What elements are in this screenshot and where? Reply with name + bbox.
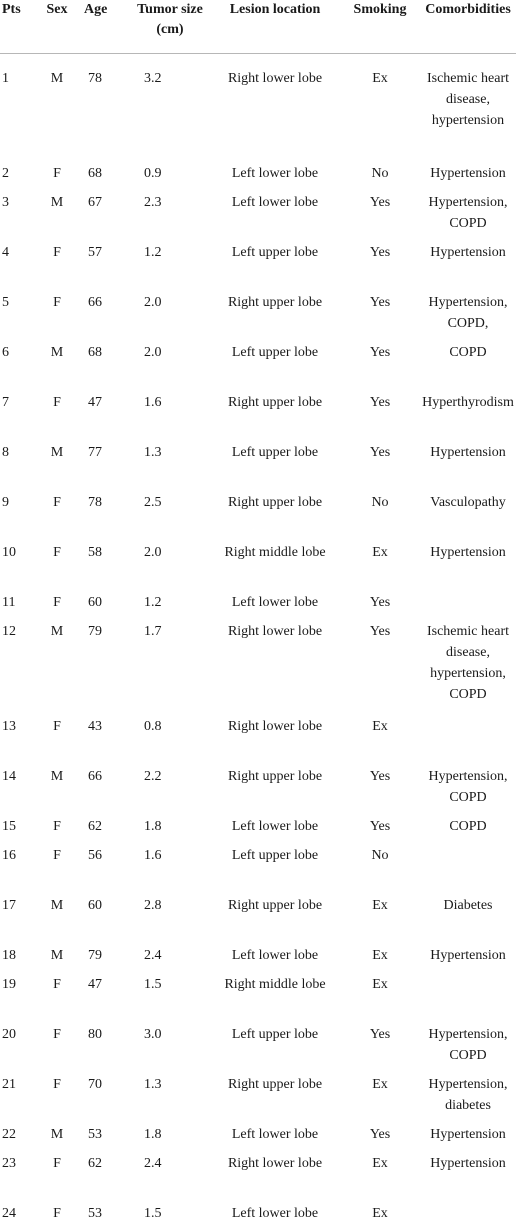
table-row bbox=[0, 845, 516, 895]
cell-smoking: Ex bbox=[340, 1074, 420, 1124]
cell-lesion-location: Right lower lobe bbox=[210, 54, 340, 164]
cell-age: 79 bbox=[82, 945, 130, 974]
cell-sex: F bbox=[32, 716, 82, 766]
cell-pts: 5 bbox=[0, 292, 32, 342]
cell-smoking: Ex bbox=[340, 974, 420, 1024]
table-row bbox=[0, 1124, 516, 1153]
table-row bbox=[0, 542, 516, 592]
cell-sex: F bbox=[32, 1074, 82, 1124]
cell-tumor-size: 2.0 bbox=[130, 342, 210, 392]
cell-comorbidities: Hypertension, diabetes bbox=[420, 1074, 516, 1124]
cell-smoking: Ex bbox=[340, 895, 420, 945]
table-row bbox=[0, 392, 516, 442]
cell-sex: F bbox=[32, 542, 82, 592]
cell-lesion-location: Left upper lobe bbox=[210, 342, 340, 392]
cell-comorbidities bbox=[420, 716, 516, 766]
cell-smoking: Yes bbox=[340, 1124, 420, 1153]
cell-age: 79 bbox=[82, 621, 130, 716]
cell-tumor-size: 1.3 bbox=[130, 442, 210, 492]
cell-lesion-location: Right lower lobe bbox=[210, 621, 340, 716]
table-row bbox=[0, 1024, 516, 1074]
table-row bbox=[0, 54, 516, 164]
cell-lesion-location: Left lower lobe bbox=[210, 1124, 340, 1153]
cell-comorbidities: Hypertension bbox=[420, 442, 516, 492]
cell-age: 43 bbox=[82, 716, 130, 766]
cell-lesion-location: Left lower lobe bbox=[210, 945, 340, 974]
cell-pts: 19 bbox=[0, 974, 32, 1024]
cell-lesion-location: Right middle lobe bbox=[210, 974, 340, 1024]
cell-age: 68 bbox=[82, 342, 130, 392]
cell-smoking: Ex bbox=[340, 54, 420, 164]
cell-age: 60 bbox=[82, 592, 130, 621]
cell-tumor-size: 1.5 bbox=[130, 974, 210, 1024]
cell-pts: 4 bbox=[0, 242, 32, 292]
cell-sex: F bbox=[32, 816, 82, 845]
cell-smoking: Yes bbox=[340, 592, 420, 621]
cell-lesion-location: Right upper lobe bbox=[210, 392, 340, 442]
cell-pts: 14 bbox=[0, 766, 32, 816]
cell-pts: 23 bbox=[0, 1153, 32, 1203]
cell-smoking: No bbox=[340, 163, 420, 192]
cell-comorbidities bbox=[420, 845, 516, 895]
cell-comorbidities: Hypertension, COPD bbox=[420, 1024, 516, 1074]
cell-comorbidities: Hypertension bbox=[420, 163, 516, 192]
cell-age: 53 bbox=[82, 1203, 130, 1232]
cell-sex: F bbox=[32, 163, 82, 192]
cell-comorbidities: Hypertension, COPD, bbox=[420, 292, 516, 342]
cell-comorbidities: Vasculopathy bbox=[420, 492, 516, 542]
cell-tumor-size: 0.9 bbox=[130, 163, 210, 192]
cell-sex: F bbox=[32, 1024, 82, 1074]
cell-comorbidities: COPD bbox=[420, 816, 516, 845]
cell-comorbidities: Hypertension, COPD bbox=[420, 192, 516, 242]
cell-age: 60 bbox=[82, 895, 130, 945]
cell-tumor-size: 1.3 bbox=[130, 1074, 210, 1124]
cell-lesion-location: Left upper lobe bbox=[210, 442, 340, 492]
table-row bbox=[0, 242, 516, 292]
table-header bbox=[0, 0, 516, 54]
cell-lesion-location: Right lower lobe bbox=[210, 716, 340, 766]
cell-sex: F bbox=[32, 845, 82, 895]
cell-comorbidities bbox=[420, 592, 516, 621]
header-smoking: Smoking bbox=[340, 0, 420, 54]
cell-age: 56 bbox=[82, 845, 130, 895]
cell-pts: 15 bbox=[0, 816, 32, 845]
cell-tumor-size: 2.2 bbox=[130, 766, 210, 816]
cell-age: 70 bbox=[82, 1074, 130, 1124]
cell-age: 80 bbox=[82, 1024, 130, 1074]
header-pts: Pts bbox=[0, 0, 32, 54]
cell-age: 67 bbox=[82, 192, 130, 242]
cell-tumor-size: 1.6 bbox=[130, 392, 210, 442]
cell-pts: 7 bbox=[0, 392, 32, 442]
cell-pts: 22 bbox=[0, 1124, 32, 1153]
cell-smoking: Ex bbox=[340, 1153, 420, 1203]
cell-smoking: No bbox=[340, 492, 420, 542]
cell-lesion-location: Left upper lobe bbox=[210, 845, 340, 895]
table-row bbox=[0, 621, 516, 716]
header-comorbidities: Comorbidities bbox=[420, 0, 516, 54]
cell-tumor-size: 1.2 bbox=[130, 242, 210, 292]
cell-sex: M bbox=[32, 895, 82, 945]
cell-comorbidities bbox=[420, 974, 516, 1024]
cell-pts: 20 bbox=[0, 1024, 32, 1074]
cell-pts: 10 bbox=[0, 542, 32, 592]
cell-comorbidities bbox=[420, 1203, 516, 1232]
cell-sex: M bbox=[32, 342, 82, 392]
cell-sex: F bbox=[32, 242, 82, 292]
cell-sex: F bbox=[32, 592, 82, 621]
cell-tumor-size: 1.8 bbox=[130, 1124, 210, 1153]
table-row bbox=[0, 1153, 516, 1203]
cell-tumor-size: 1.6 bbox=[130, 845, 210, 895]
cell-pts: 2 bbox=[0, 163, 32, 192]
cell-smoking: Yes bbox=[340, 342, 420, 392]
cell-comorbidities: Hypertension bbox=[420, 542, 516, 592]
cell-smoking: Yes bbox=[340, 766, 420, 816]
cell-lesion-location: Right upper lobe bbox=[210, 895, 340, 945]
cell-pts: 9 bbox=[0, 492, 32, 542]
table-row bbox=[0, 292, 516, 342]
cell-tumor-size: 2.3 bbox=[130, 192, 210, 242]
cell-pts: 13 bbox=[0, 716, 32, 766]
table-row bbox=[0, 1074, 516, 1124]
cell-pts: 21 bbox=[0, 1074, 32, 1124]
cell-pts: 6 bbox=[0, 342, 32, 392]
header-lesion-location: Lesion location bbox=[210, 0, 340, 54]
header-row bbox=[0, 0, 516, 54]
table-row bbox=[0, 192, 516, 242]
cell-comorbidities: Hypertension bbox=[420, 1124, 516, 1153]
cell-lesion-location: Left lower lobe bbox=[210, 592, 340, 621]
table-row bbox=[0, 492, 516, 542]
table-row bbox=[0, 766, 516, 816]
cell-lesion-location: Left lower lobe bbox=[210, 192, 340, 242]
cell-sex: F bbox=[32, 1153, 82, 1203]
cell-smoking: Ex bbox=[340, 716, 420, 766]
cell-pts: 24 bbox=[0, 1203, 32, 1232]
cell-tumor-size: 3.0 bbox=[130, 1024, 210, 1074]
cell-pts: 1 bbox=[0, 54, 32, 164]
cell-tumor-size: 1.5 bbox=[130, 1203, 210, 1232]
cell-comorbidities: Hypertension bbox=[420, 945, 516, 974]
table-row bbox=[0, 974, 516, 1024]
table-row bbox=[0, 716, 516, 766]
cell-comorbidities: Ischemic heart disease, hypertension bbox=[420, 54, 516, 164]
cell-comorbidities: Hypertension, COPD bbox=[420, 766, 516, 816]
cell-comorbidities: Hypertension bbox=[420, 242, 516, 292]
cell-lesion-location: Right upper lobe bbox=[210, 1074, 340, 1124]
cell-smoking: Yes bbox=[340, 192, 420, 242]
header-tumor-size: Tumor size (cm) bbox=[130, 0, 210, 54]
cell-sex: M bbox=[32, 1124, 82, 1153]
cell-smoking: Ex bbox=[340, 945, 420, 974]
cell-comorbidities: Diabetes bbox=[420, 895, 516, 945]
cell-age: 62 bbox=[82, 1153, 130, 1203]
cell-lesion-location: Left upper lobe bbox=[210, 242, 340, 292]
header-sex: Sex bbox=[32, 0, 82, 54]
cell-smoking: Yes bbox=[340, 392, 420, 442]
cell-tumor-size: 2.4 bbox=[130, 1153, 210, 1203]
cell-age: 66 bbox=[82, 766, 130, 816]
cell-lesion-location: Right lower lobe bbox=[210, 1153, 340, 1203]
cell-smoking: Ex bbox=[340, 1203, 420, 1232]
table-row bbox=[0, 945, 516, 974]
cell-sex: F bbox=[32, 392, 82, 442]
cell-sex: M bbox=[32, 945, 82, 974]
cell-age: 58 bbox=[82, 542, 130, 592]
cell-pts: 17 bbox=[0, 895, 32, 945]
cell-tumor-size: 2.4 bbox=[130, 945, 210, 974]
cell-age: 78 bbox=[82, 492, 130, 542]
table-row bbox=[0, 816, 516, 845]
cell-sex: F bbox=[32, 492, 82, 542]
cell-comorbidities: Hyperthyrodism bbox=[420, 392, 516, 442]
cell-sex: F bbox=[32, 292, 82, 342]
header-age: Age bbox=[82, 0, 130, 54]
cell-age: 66 bbox=[82, 292, 130, 342]
cell-smoking: Ex bbox=[340, 542, 420, 592]
cell-age: 62 bbox=[82, 816, 130, 845]
cell-comorbidities: COPD bbox=[420, 342, 516, 392]
cell-age: 47 bbox=[82, 392, 130, 442]
cell-tumor-size: 1.2 bbox=[130, 592, 210, 621]
cell-lesion-location: Left lower lobe bbox=[210, 816, 340, 845]
cell-sex: M bbox=[32, 442, 82, 492]
cell-sex: F bbox=[32, 974, 82, 1024]
cell-age: 77 bbox=[82, 442, 130, 492]
cell-tumor-size: 2.0 bbox=[130, 292, 210, 342]
cell-lesion-location: Right upper lobe bbox=[210, 292, 340, 342]
cell-age: 47 bbox=[82, 974, 130, 1024]
cell-pts: 3 bbox=[0, 192, 32, 242]
cell-age: 78 bbox=[82, 54, 130, 164]
cell-tumor-size: 2.8 bbox=[130, 895, 210, 945]
cell-pts: 12 bbox=[0, 621, 32, 716]
cell-lesion-location: Left upper lobe bbox=[210, 1024, 340, 1074]
cell-comorbidities: Hypertension bbox=[420, 1153, 516, 1203]
cell-tumor-size: 0.8 bbox=[130, 716, 210, 766]
cell-smoking: Yes bbox=[340, 621, 420, 716]
cell-tumor-size: 2.0 bbox=[130, 542, 210, 592]
cell-pts: 8 bbox=[0, 442, 32, 492]
cell-pts: 16 bbox=[0, 845, 32, 895]
cell-tumor-size: 1.8 bbox=[130, 816, 210, 845]
cell-lesion-location: Left lower lobe bbox=[210, 1203, 340, 1232]
cell-lesion-location: Right upper lobe bbox=[210, 766, 340, 816]
cell-age: 68 bbox=[82, 163, 130, 192]
cell-lesion-location: Right middle lobe bbox=[210, 542, 340, 592]
cell-smoking: Yes bbox=[340, 442, 420, 492]
table-row bbox=[0, 442, 516, 492]
cell-sex: M bbox=[32, 192, 82, 242]
cell-age: 57 bbox=[82, 242, 130, 292]
cell-sex: M bbox=[32, 766, 82, 816]
cell-pts: 18 bbox=[0, 945, 32, 974]
cell-age: 53 bbox=[82, 1124, 130, 1153]
table-body bbox=[0, 54, 516, 1232]
cell-sex: M bbox=[32, 621, 82, 716]
table-row bbox=[0, 163, 516, 192]
cell-tumor-size: 3.2 bbox=[130, 54, 210, 164]
cell-smoking: Yes bbox=[340, 816, 420, 845]
cell-lesion-location: Left lower lobe bbox=[210, 163, 340, 192]
table-row bbox=[0, 1203, 516, 1232]
cell-sex: M bbox=[32, 54, 82, 164]
table-row bbox=[0, 895, 516, 945]
cell-tumor-size: 2.5 bbox=[130, 492, 210, 542]
cell-smoking: Yes bbox=[340, 292, 420, 342]
cell-smoking: Yes bbox=[340, 1024, 420, 1074]
cell-comorbidities: Ischemic heart disease, hypertension, COPD bbox=[420, 621, 516, 716]
cell-pts: 11 bbox=[0, 592, 32, 621]
cell-lesion-location: Right upper lobe bbox=[210, 492, 340, 542]
cell-tumor-size: 1.7 bbox=[130, 621, 210, 716]
cell-smoking: Yes bbox=[340, 242, 420, 292]
cell-smoking: No bbox=[340, 845, 420, 895]
cell-sex: F bbox=[32, 1203, 82, 1232]
table-row bbox=[0, 592, 516, 621]
table-row bbox=[0, 342, 516, 392]
